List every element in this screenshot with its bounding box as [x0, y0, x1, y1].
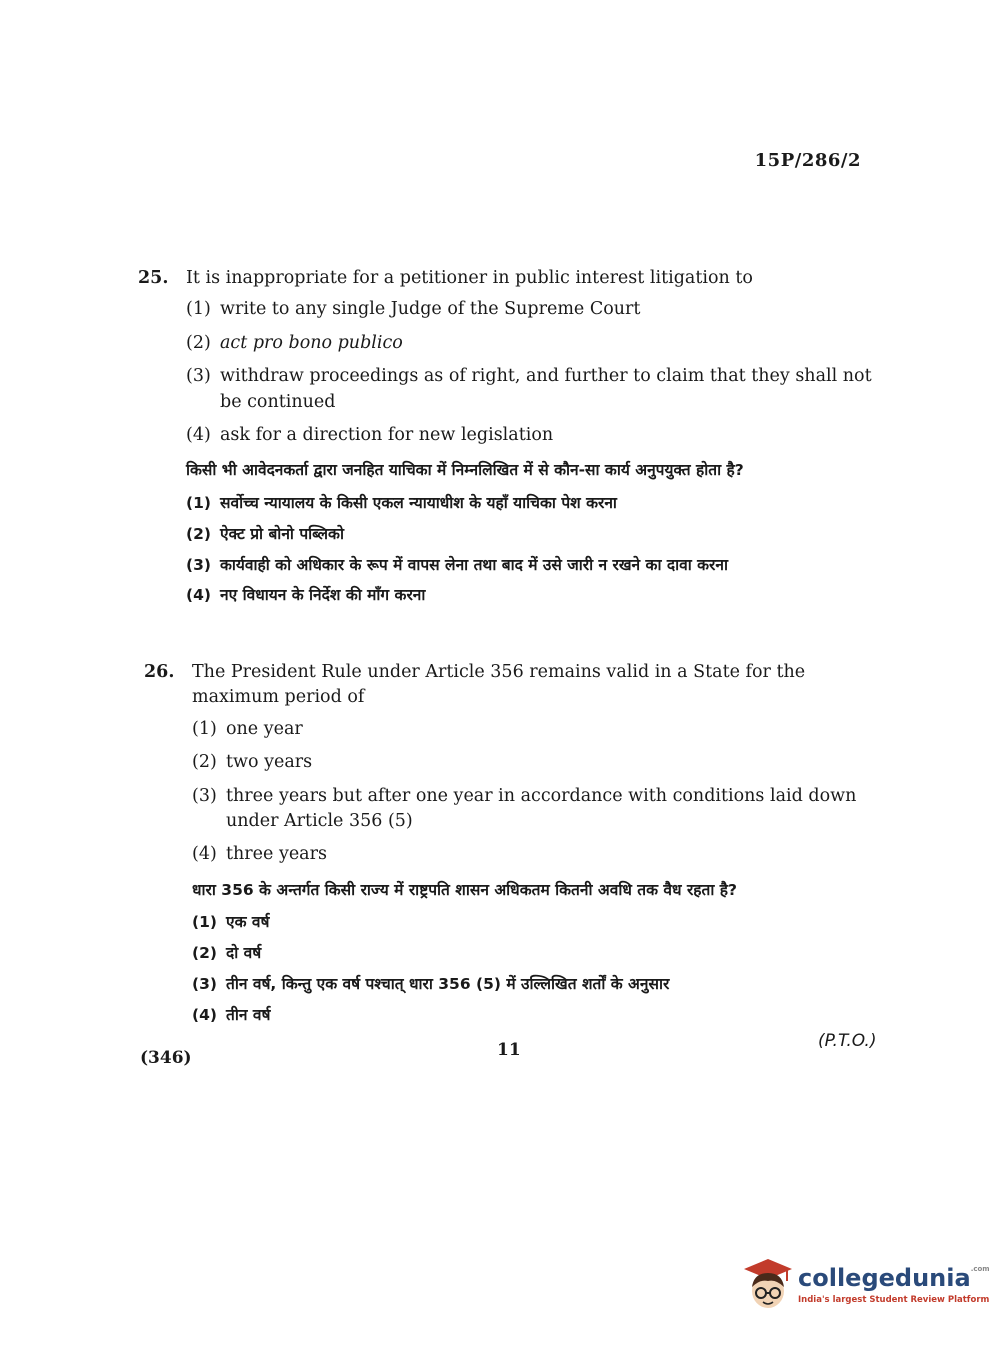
pto-label: (P.T.O.) [818, 1031, 877, 1051]
watermark-suffix: .com [970, 1264, 990, 1273]
question-26 [144, 660, 884, 1034]
hindi-option-3: (3) तीन वर्ष, किन्तु एक वर्ष पश्चात् धारा 356 (5) में उल्लिखित शर्तों के अनुसार [192, 975, 670, 994]
booklet-code: (346) [140, 1048, 192, 1068]
options-english [192, 717, 884, 868]
hindi-option-4: (4) नए विधायन के निर्देश की माँग करना [186, 586, 426, 605]
hindi-option-4: (4) तीन वर्ष [192, 1005, 271, 1024]
question-text: It is inappropriate for a petitioner in public interest litigation to [186, 268, 753, 288]
option-1: (1) write to any single Judge of the Supreme Court [186, 299, 641, 320]
question-text: The President Rule under Article 356 remains valid in a State for the maximum period of [192, 662, 806, 708]
student-mascot-icon [742, 1257, 794, 1313]
option-4: (4) ask for a direction for new legislation [186, 424, 554, 445]
hindi-option-2: (2) दो वर्ष [192, 944, 262, 963]
option-2: (2) two years [192, 752, 313, 773]
option-4: (4) three years [192, 844, 327, 865]
watermark-logo [742, 1252, 990, 1318]
option-3: (3) three years but after one year in accordance with conditions laid down under Article 356 (5) [192, 785, 857, 831]
question-number: 25. [138, 268, 169, 288]
watermark-name: collegedunia [798, 1263, 971, 1292]
options-english [186, 297, 878, 448]
hindi-option-3: (3) कार्यवाही को अधिकार के रूप में वापस लेना तथा बाद में उसे जारी न रखने का दावा करना [186, 555, 728, 574]
option-1: (1) one year [192, 718, 303, 739]
question-25 [138, 266, 878, 614]
hindi-block [186, 458, 878, 608]
hindi-question-text: धारा 356 के अन्तर्गत किसी राज्य में राष्ट्रपति शासन अधिकतम कितनी अवधि तक वैध रहता है? [192, 880, 738, 899]
hindi-option-2: (2) ऐक्ट प्रो बोनो पब्लिको [186, 524, 344, 543]
option-2: (2) act pro bono publico [186, 332, 403, 353]
paper-code: 15P/286/2 [754, 150, 861, 171]
question-number: 26. [144, 662, 175, 682]
page-number: 11 [497, 1040, 521, 1060]
hindi-option-1: (1) सर्वोच्च न्यायालय के किसी एकल न्यायाधीश के यहाँ याचिका पेश करना [186, 494, 617, 513]
hindi-question-text: किसी भी आवेदनकर्ता द्वारा जनहित याचिका में निम्नलिखित में से कौन-सा कार्य अनुपयुक्त होता है? [186, 461, 744, 480]
option-3: (3) withdraw proceedings as of right, and further to claim that they shall not be continued [186, 366, 872, 412]
watermark-tagline: India's largest Student Review Platform [798, 1294, 990, 1305]
hindi-block [192, 878, 884, 1028]
hindi-option-1: (1) एक वर्ष [192, 913, 270, 932]
